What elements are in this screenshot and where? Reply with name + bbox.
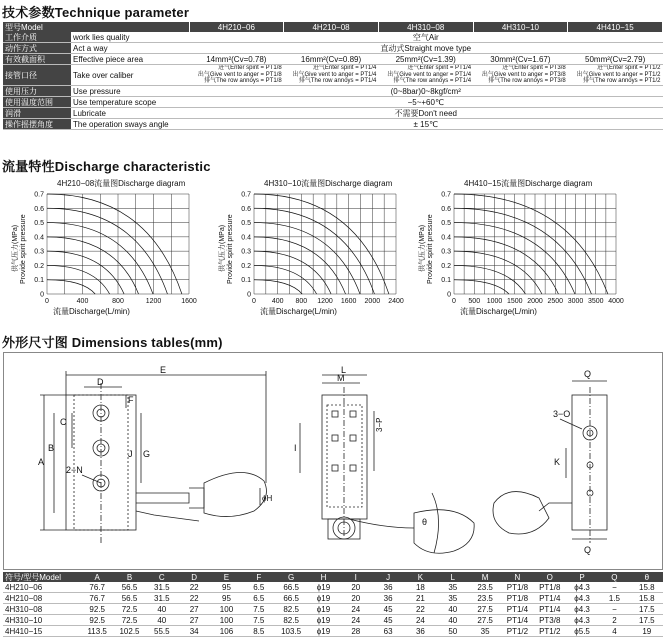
dims-value-cell: 23.5 xyxy=(469,582,501,593)
dims-value-cell: 72.5 xyxy=(113,615,145,626)
label-g: G xyxy=(143,449,151,459)
dims-value-cell: 15.8 xyxy=(631,582,663,593)
dims-value-cell: 18 xyxy=(404,582,436,593)
spec-title: 技术参数Technique parameter xyxy=(2,5,190,20)
chart-ylabel-en: Provide spirit pressure xyxy=(20,214,27,284)
chart-ytick: 0.1 xyxy=(441,277,451,285)
dims-value-cell: 92.5 xyxy=(81,615,113,626)
dims-value-cell: 45 xyxy=(372,604,404,615)
spec-connection-line: 出气Give vent to anger = PT1/8 xyxy=(197,71,282,78)
dims-model-cell: 4H410−15 xyxy=(3,626,81,637)
chart-xtick: 1500 xyxy=(506,298,523,305)
dims-value-cell: 6.5 xyxy=(243,582,275,593)
dims-value-cell: 4 xyxy=(598,626,630,637)
dims-value-cell: PT1/4 xyxy=(534,593,566,604)
spec-model-header: 4H210−08 xyxy=(284,22,379,32)
spec-connection-line: 进气Enter spirit = PT1/8 xyxy=(218,65,282,72)
label-theta: θ xyxy=(422,517,428,527)
spec-row-label-cn: 工作介质 xyxy=(3,32,71,43)
dims-value-cell: 72.5 xyxy=(113,604,145,615)
chart-xtick: 500 xyxy=(468,298,481,305)
dims-value-cell: 45 xyxy=(372,615,404,626)
chart-xlabel: 流量Discharge(L/min) xyxy=(260,307,337,316)
dims-header-cell: H xyxy=(307,572,339,582)
dims-value-cell: 22 xyxy=(404,604,436,615)
chart-xtick: 4000 xyxy=(608,298,624,305)
label-c: C xyxy=(60,417,67,427)
chart-xtick: 800 xyxy=(295,298,308,305)
dims-value-cell: 35 xyxy=(437,582,469,593)
dims-value-cell: ϕ4.3 xyxy=(566,593,598,604)
label-m: M xyxy=(337,373,345,383)
chart-ytick: 0.6 xyxy=(441,205,451,213)
chart-ytick: 0.4 xyxy=(34,234,44,242)
label-b: B xyxy=(48,443,55,453)
spec-area-cell: 25mm²(Cv=1.39) xyxy=(378,54,473,65)
label-n: 2−N xyxy=(66,465,83,475)
dims-value-cell: 82.5 xyxy=(275,604,307,615)
chart-curve xyxy=(47,223,153,294)
chart-xtick: 1000 xyxy=(486,298,503,305)
dims-value-cell: 19 xyxy=(631,626,663,637)
chart-ytick: 0.5 xyxy=(241,220,251,228)
dims-value-cell: 7.5 xyxy=(243,615,275,626)
chart-ytick: 0.7 xyxy=(441,191,451,199)
dims-value-cell: 63 xyxy=(372,626,404,637)
spec-connection-line: 出气Give vent to anger = PT3/8 xyxy=(481,71,566,78)
dims-value-cell: PT1/2 xyxy=(534,626,566,637)
chart-xtick: 1200 xyxy=(145,298,162,305)
label-f: F xyxy=(128,395,134,405)
spec-connection-cell xyxy=(284,65,379,86)
chart-xtick: 1600 xyxy=(340,298,357,305)
dims-value-cell: 100 xyxy=(210,615,242,626)
dims-value-cell: 56.5 xyxy=(113,582,145,593)
dims-value-cell: 27.5 xyxy=(469,615,501,626)
spec-row-label-en: Use pressure xyxy=(71,86,189,97)
spec-table xyxy=(3,22,663,130)
chart-xtick: 3000 xyxy=(567,298,584,305)
dims-value-cell: 66.5 xyxy=(275,582,307,593)
dimensions-table xyxy=(3,572,663,637)
dims-value-cell: 2 xyxy=(598,615,630,626)
discharge-title: 流量特性Discharge characteristic xyxy=(2,159,211,174)
spec-row-label-cn: 润滑 xyxy=(3,108,71,119)
dims-value-cell: 50 xyxy=(437,626,469,637)
dims-value-cell: 34 xyxy=(178,626,210,637)
label-a: A xyxy=(38,457,45,467)
chart-xtick: 0 xyxy=(252,298,256,305)
chart-ytick: 0.6 xyxy=(34,205,44,213)
dims-value-cell: 17.5 xyxy=(631,604,663,615)
dims-value-cell: 22 xyxy=(178,593,210,604)
chart-ytick: 0.5 xyxy=(34,220,44,228)
chart-xtick: 0 xyxy=(45,298,49,305)
spec-area-cell: 14mm²(Cv=0.78) xyxy=(189,54,284,65)
spec-model-header: 4H210−06 xyxy=(189,22,284,32)
chart-curve xyxy=(254,223,360,294)
dims-value-cell: 113.5 xyxy=(81,626,113,637)
dims-value-cell: 40 xyxy=(146,604,178,615)
dims-value-cell: ϕ19 xyxy=(307,615,339,626)
table-row xyxy=(3,593,663,604)
chart-xtick: 2400 xyxy=(388,298,404,305)
dims-value-cell: 7.5 xyxy=(243,604,275,615)
dims-value-cell: 82.5 xyxy=(275,615,307,626)
dims-header-cell: C xyxy=(146,572,178,582)
dimension-drawing xyxy=(3,352,663,570)
dims-value-cell: 17.5 xyxy=(631,615,663,626)
chart-xtick: 400 xyxy=(271,298,284,305)
label-j: J xyxy=(128,449,133,459)
spec-header-label: 型号Model xyxy=(3,22,189,32)
dims-header-cell: G xyxy=(275,572,307,582)
dims-value-cell: 76.7 xyxy=(81,582,113,593)
dims-value-cell: 92.5 xyxy=(81,604,113,615)
spec-connection-cell xyxy=(568,65,663,86)
dims-value-cell: ϕ19 xyxy=(307,582,339,593)
dims-value-cell: 22 xyxy=(178,582,210,593)
label-i: I xyxy=(294,443,297,453)
spec-area-cell: 50mm²(Cv=2.79) xyxy=(568,54,663,65)
dims-value-cell: ϕ5.5 xyxy=(566,626,598,637)
dims-value-cell: 95 xyxy=(210,582,242,593)
chart-xtick: 800 xyxy=(112,298,124,305)
dims-value-cell: 40 xyxy=(437,615,469,626)
dims-value-cell: PT1/4 xyxy=(501,604,533,615)
dims-header-cell: K xyxy=(404,572,436,582)
label-d: D xyxy=(97,377,104,387)
chart-xlabel: 流量Discharge(L/min) xyxy=(460,307,537,316)
dims-value-cell: − xyxy=(598,604,630,615)
dims-model-cell: 4H210−06 xyxy=(3,582,81,593)
front-view xyxy=(40,371,266,543)
chart-title: 4H210−08流量图Discharge diagram xyxy=(57,179,186,188)
chart-title: 4H410−15流量图Discharge diagram xyxy=(464,179,593,188)
dims-value-cell: 95 xyxy=(210,593,242,604)
label-e: E xyxy=(160,365,167,375)
dims-value-cell: 40 xyxy=(146,615,178,626)
chart-ytick: 0.3 xyxy=(441,248,451,256)
chart-curve xyxy=(47,280,95,294)
chart-xtick: 400 xyxy=(76,298,89,305)
discharge-chart-4h310-10 xyxy=(210,174,410,324)
chart-ylabel-cn: 供气压力(MPa) xyxy=(12,224,19,272)
dims-value-cell: 31.5 xyxy=(146,593,178,604)
dims-value-cell: PT3/8 xyxy=(534,615,566,626)
dims-value-cell: − xyxy=(598,582,630,593)
spec-row-value: (0~8bar)0~8kgf/cm² xyxy=(189,86,662,97)
chart-ylabel-cn: 供气压力(MPa) xyxy=(419,224,426,272)
chart-ylabel-en: Provide spirit pressure xyxy=(427,214,434,284)
label-p: 3−P xyxy=(375,417,384,432)
dims-header-cell: A xyxy=(81,572,113,582)
spec-connection-cell xyxy=(189,65,284,86)
chart-ytick: 0.2 xyxy=(34,262,44,270)
dims-value-cell: 66.5 xyxy=(275,593,307,604)
end-view xyxy=(493,381,607,543)
spec-row-label-en: Effective piece area xyxy=(71,54,189,65)
dims-value-cell: 24 xyxy=(404,615,436,626)
table-row xyxy=(3,582,663,593)
dims-header-cell: M xyxy=(469,572,501,582)
dims-value-cell: PT1/8 xyxy=(534,582,566,593)
spec-row-label-cn: 使用压力 xyxy=(3,86,71,97)
spec-row-label-cn: 动作方式 xyxy=(3,43,71,54)
chart-ytick: 0.2 xyxy=(441,262,451,270)
spec-row-label-en: Use temperature scope xyxy=(71,97,189,108)
spec-connection-line: 进气Enter spirit = PT1/4 xyxy=(407,65,472,72)
chart-ytick: 0.4 xyxy=(241,234,251,242)
spec-row-label-en: The operation sways angle xyxy=(71,119,189,130)
chart-xtick: 2000 xyxy=(364,298,381,305)
chart-ytick: 0 xyxy=(40,291,44,299)
dims-value-cell: 27 xyxy=(178,615,210,626)
chart-ytick: 0.7 xyxy=(241,191,251,199)
chart-xtick: 1200 xyxy=(317,298,333,305)
spec-connection-line: 排气The row annoys = PT1/4 xyxy=(393,78,472,85)
chart-curve xyxy=(254,280,302,294)
spec-connection-line: 出气Give vent to anger = PT1/4 xyxy=(292,71,377,78)
dims-value-cell: 36 xyxy=(404,626,436,637)
spec-area-cell: 30mm²(Cv=1.67) xyxy=(473,54,568,65)
dims-value-cell: PT1/8 xyxy=(501,593,533,604)
table-row xyxy=(3,626,663,637)
spec-model-header: 4H310−08 xyxy=(378,22,473,32)
spec-connection-cell xyxy=(378,65,473,86)
spec-row-label-cn: 接管口径 xyxy=(3,65,71,86)
dims-value-cell: 56.5 xyxy=(113,593,145,604)
dims-value-cell: PT1/8 xyxy=(501,582,533,593)
dims-header-cell: J xyxy=(372,572,404,582)
dims-value-cell: ϕ19 xyxy=(307,604,339,615)
chart-ytick: 0.3 xyxy=(34,248,44,256)
chart-curve xyxy=(454,223,575,294)
spec-connection-line: 出气Give vent to anger = PT1/4 xyxy=(387,71,472,78)
dims-header-cell: 符号/型号Model xyxy=(3,572,81,582)
dims-model-cell: 4H210−08 xyxy=(3,593,81,604)
chart-ylabel-cn: 供气压力(MPa) xyxy=(219,224,226,272)
dims-value-cell: ϕ19 xyxy=(307,593,339,604)
dims-value-cell: 8.5 xyxy=(243,626,275,637)
dims-header-cell: E xyxy=(210,572,242,582)
dims-value-cell: 20 xyxy=(340,582,372,593)
dims-header-cell: Q xyxy=(598,572,630,582)
dims-value-cell: 100 xyxy=(210,604,242,615)
dims-value-cell: 35 xyxy=(437,593,469,604)
spec-row-label-en: work lies quality xyxy=(71,32,189,43)
lever-view xyxy=(349,493,474,553)
chart-ytick: 0.1 xyxy=(241,277,251,285)
chart-ytick: 0.7 xyxy=(34,191,44,199)
spec-row-label-en: Lubricate xyxy=(71,108,189,119)
dims-value-cell: PT1/4 xyxy=(501,615,533,626)
label-k: K xyxy=(554,457,561,467)
dims-header-cell: F xyxy=(243,572,275,582)
chart-xtick: 1600 xyxy=(181,298,197,305)
dims-model-cell: 4H310−08 xyxy=(3,604,81,615)
chart-xtick: 3500 xyxy=(587,298,604,305)
dims-header-cell: P xyxy=(566,572,598,582)
chart-ytick: 0.2 xyxy=(241,262,251,270)
spec-connection-line: 排气The row annoys = PT3/8 xyxy=(488,78,566,85)
spec-connection-line: 排气The row annoys = PT1/4 xyxy=(298,78,377,85)
dims-model-cell: 4H310−10 xyxy=(3,615,81,626)
spec-connection-line: 进气Enter spirit = PT3/8 xyxy=(502,65,566,72)
dims-header-cell: B xyxy=(113,572,145,582)
chart-xtick: 2500 xyxy=(547,298,564,305)
dims-header-cell: D xyxy=(178,572,210,582)
dims-value-cell: ϕ4.3 xyxy=(566,582,598,593)
dims-value-cell: 27 xyxy=(178,604,210,615)
label-l: L xyxy=(341,365,347,375)
dims-value-cell: 36 xyxy=(372,582,404,593)
dimensions-title: 外形尺寸图 Dimensions tables(mm) xyxy=(2,335,223,350)
discharge-chart-4h210-08 xyxy=(3,174,203,324)
label-q-top: Q xyxy=(584,369,592,379)
dims-value-cell: 23.5 xyxy=(469,593,501,604)
spec-connection-cell xyxy=(473,65,568,86)
dims-value-cell: 20 xyxy=(340,593,372,604)
chart-ytick: 0 xyxy=(447,291,451,299)
dims-value-cell: 21 xyxy=(404,593,436,604)
dims-value-cell: PT1/4 xyxy=(534,604,566,615)
spec-row-label-en: Act a way xyxy=(71,43,189,54)
chart-xtick: 2000 xyxy=(527,298,543,305)
spec-connection-line: 进气Enter spirit = PT1/2 xyxy=(596,65,661,72)
dims-header-cell: θ xyxy=(631,572,663,582)
spec-area-cell: 16mm²(Cv=0.89) xyxy=(284,54,379,65)
dims-value-cell: 76.7 xyxy=(81,593,113,604)
dims-value-cell: 55.5 xyxy=(146,626,178,637)
dims-value-cell: ϕ4.3 xyxy=(566,604,598,615)
dims-value-cell: 36 xyxy=(372,593,404,604)
dims-value-cell: 1.5 xyxy=(598,593,630,604)
table-row xyxy=(3,615,663,626)
dims-value-cell: PT1/2 xyxy=(501,626,533,637)
spec-row-label-cn: 有效截面积 xyxy=(3,54,71,65)
spec-connection-line: 排气The row annoys = PT1/2 xyxy=(582,78,661,85)
label-q-bottom: Q xyxy=(584,545,592,555)
spec-model-header: 4H410−15 xyxy=(568,22,663,32)
chart-ylabel-en: Provide spirit pressure xyxy=(227,214,234,284)
dims-header-cell: L xyxy=(437,572,469,582)
spec-row-label-cn: 使用温度范围 xyxy=(3,97,71,108)
chart-ytick: 0 xyxy=(247,291,251,299)
discharge-chart-4h410-15 xyxy=(410,174,630,324)
table-row xyxy=(3,604,663,615)
chart-xtick: 0 xyxy=(452,298,456,305)
spec-connection-line: 排气The row annoys = PT1/8 xyxy=(204,78,282,85)
spec-row-label-cn: 操作摇摆角度 xyxy=(3,119,71,130)
dims-header-cell: N xyxy=(501,572,533,582)
dims-value-cell: ϕ19 xyxy=(307,626,339,637)
chart-xlabel: 流量Discharge(L/min) xyxy=(53,307,130,316)
spec-row-label-en: Take over caliber xyxy=(71,65,189,86)
dims-value-cell: 24 xyxy=(340,604,372,615)
chart-ytick: 0.5 xyxy=(441,220,451,228)
dims-value-cell: 35 xyxy=(469,626,501,637)
dims-value-cell: 28 xyxy=(340,626,372,637)
dims-value-cell: 40 xyxy=(437,604,469,615)
spec-row-value: −5~+60℃ xyxy=(189,97,662,108)
spec-row-value: ± 15℃ xyxy=(189,119,662,130)
spec-model-header: 4H310−10 xyxy=(473,22,568,32)
dims-value-cell: ϕ4.3 xyxy=(566,615,598,626)
chart-ytick: 0.6 xyxy=(241,205,251,213)
spec-connection-line: 出气Give vent to anger = PT1/2 xyxy=(576,71,661,78)
dims-header-cell: I xyxy=(340,572,372,582)
label-o: 3−O xyxy=(553,409,571,419)
dims-value-cell: 15.8 xyxy=(631,593,663,604)
dims-value-cell: 24 xyxy=(340,615,372,626)
chart-title: 4H310−10流量图Discharge diagram xyxy=(264,179,393,188)
dims-value-cell: 106 xyxy=(210,626,242,637)
spec-row-value: 不需要Don't need xyxy=(189,108,662,119)
dims-value-cell: 102.5 xyxy=(113,626,145,637)
dims-value-cell: 103.5 xyxy=(275,626,307,637)
spec-connection-line: 进气Enter spirit = PT1/4 xyxy=(312,65,377,72)
chart-ytick: 0.1 xyxy=(34,277,44,285)
spec-row-value: 直动式Straight move type xyxy=(189,43,662,54)
dims-value-cell: 27.5 xyxy=(469,604,501,615)
chart-ytick: 0.4 xyxy=(441,234,451,242)
chart-curve xyxy=(454,280,509,294)
dims-header-cell: O xyxy=(534,572,566,582)
dims-value-cell: 6.5 xyxy=(243,593,275,604)
chart-ytick: 0.3 xyxy=(241,248,251,256)
dims-value-cell: 31.5 xyxy=(146,582,178,593)
label-h: ϕH xyxy=(262,494,273,503)
spec-row-value: 空气Air xyxy=(189,32,662,43)
side-view xyxy=(300,375,374,539)
